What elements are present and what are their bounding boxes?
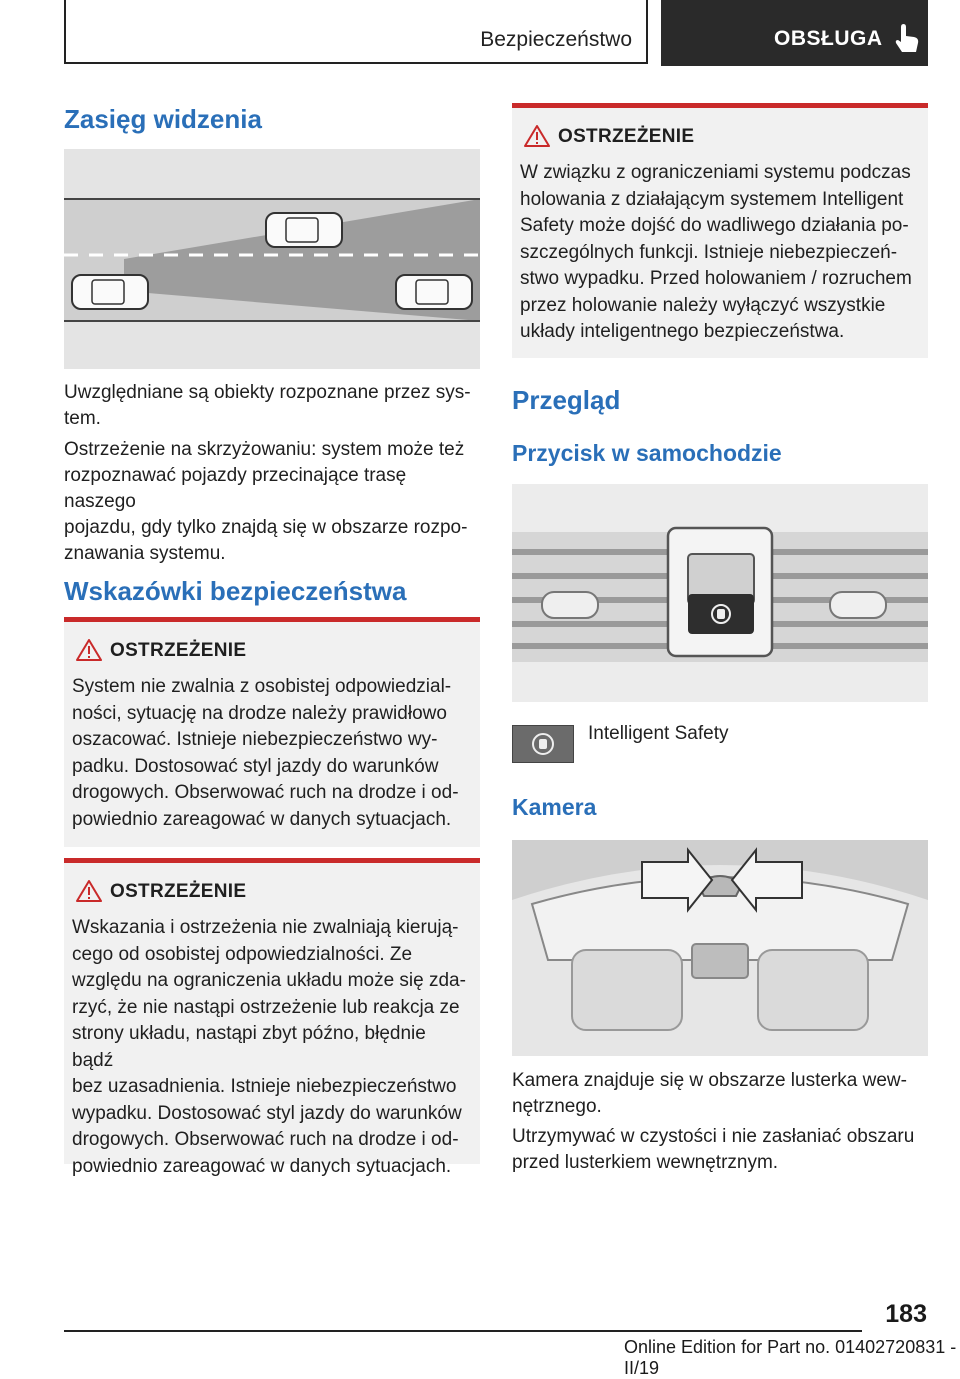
warning-text-1: System nie zwalnia z osobistej odpowiedzial- ności, sytuację na drodze należy prawidłowo oszacować. Istnieje niebezpieczeństwo wy- padku. Dostosować styl jazdy do warunków drogowych. Obserwować ruch na drodze i od- powiednio zareagować w danych sytuacjach. [72,676,459,830]
intelligent-safety-button-image [512,725,574,763]
paragraph-kamera-2: Utrzymywać w czystości i nie zasłaniać obszaru przed lusterkiem wewnętrznym. [512,1126,915,1173]
figure-camera [512,840,928,1056]
subheading-przycisk: Przycisk w samochodzie [512,440,782,466]
heading-zasieg-widzenia: Zasięg widzenia [64,104,262,134]
warning-box-2 [64,858,480,1177]
warning-box-3 [512,103,928,358]
paragraph-kamera-1: Kamera znajduje się w obszarze lusterka wew- nętrznego. [512,1070,907,1117]
figure-field-of-view [64,149,480,369]
heading-przeglad: Przegląd [512,385,621,415]
warning-triangle-icon [76,638,102,662]
heading-kamera: Kamera [512,794,597,820]
header-chapter-tab [661,0,928,66]
field-of-view-illustration [64,149,480,369]
footer-edition: Online Edition for Part no. 01402720831 - II/19 [624,1337,957,1378]
car-3 [396,275,472,309]
warning-text-3: W związku z ograniczeniami systemu podczas holowania z działającym systemem Intelligent Safety może dojść do wadliwego działania po- szczególnych funkcji. Istnieje niebezpieczeń- stwo wypadku. Przed holowaniem / rozruchem przez holowanie należy wyłączyć wszystkie układy inteligentnego bezpieczeństwa. [520,162,912,342]
intelligent-safety-icon [513,726,573,762]
warning-triangle-icon [524,124,550,148]
warning-title-2: OSTRZEŻENIE [110,881,247,902]
warning-box-1 [64,617,480,847]
header-section-title: Bezpieczeństwo [480,28,632,51]
figure-button-console [512,484,928,702]
paragraph-zasieg-1: Uwzględniane są obiekty rozpoznane przez sys- tem. [64,382,471,429]
footer-rule [64,1330,862,1332]
header-chapter-label: OBSŁUGA [774,27,883,50]
camera-illustration [512,840,928,1056]
page-number: 183 [885,1300,927,1328]
paragraph-zasieg-2: Ostrzeżenie na skrzyżowaniu: system może też rozpoznawać pojazdy przecinające trasę naszego pojazdu, gdy tylko znajdą się w obszarze rozpo- znawania systemu. [64,439,468,564]
header-frame [64,0,648,64]
car-1 [72,275,148,309]
warning-triangle-icon [76,879,102,903]
warning-title-1: OSTRZEŻENIE [110,640,247,661]
intelligent-safety-label: Intelligent Safety [588,723,729,744]
console-illustration [512,484,928,702]
warning-text-2: Wskazania i ostrzeżenia nie zwalniają kierują- cego od osobistej odpowiedzialności. Ze względu na ograniczenia układu może się zda- rzyć, że nie nastąpi ostrzeżenie lub reakcja ze strony układu, nastąpi zbyt późno, błędnie bądź bez uzasadnienia. Istnieje niebezpieczeństwo wypadku. Dostosować styl jazdy do warunków drogowych. Obserwować ruch na drodze i od- powiednio zareagować w danych sytuacjach. [72,917,466,1177]
warning-title-3: OSTRZEŻENIE [558,126,695,147]
pointing-hand-icon [894,24,920,54]
heading-wskazowki: Wskazówki bezpieczeństwa [64,576,407,606]
car-2 [266,213,342,247]
